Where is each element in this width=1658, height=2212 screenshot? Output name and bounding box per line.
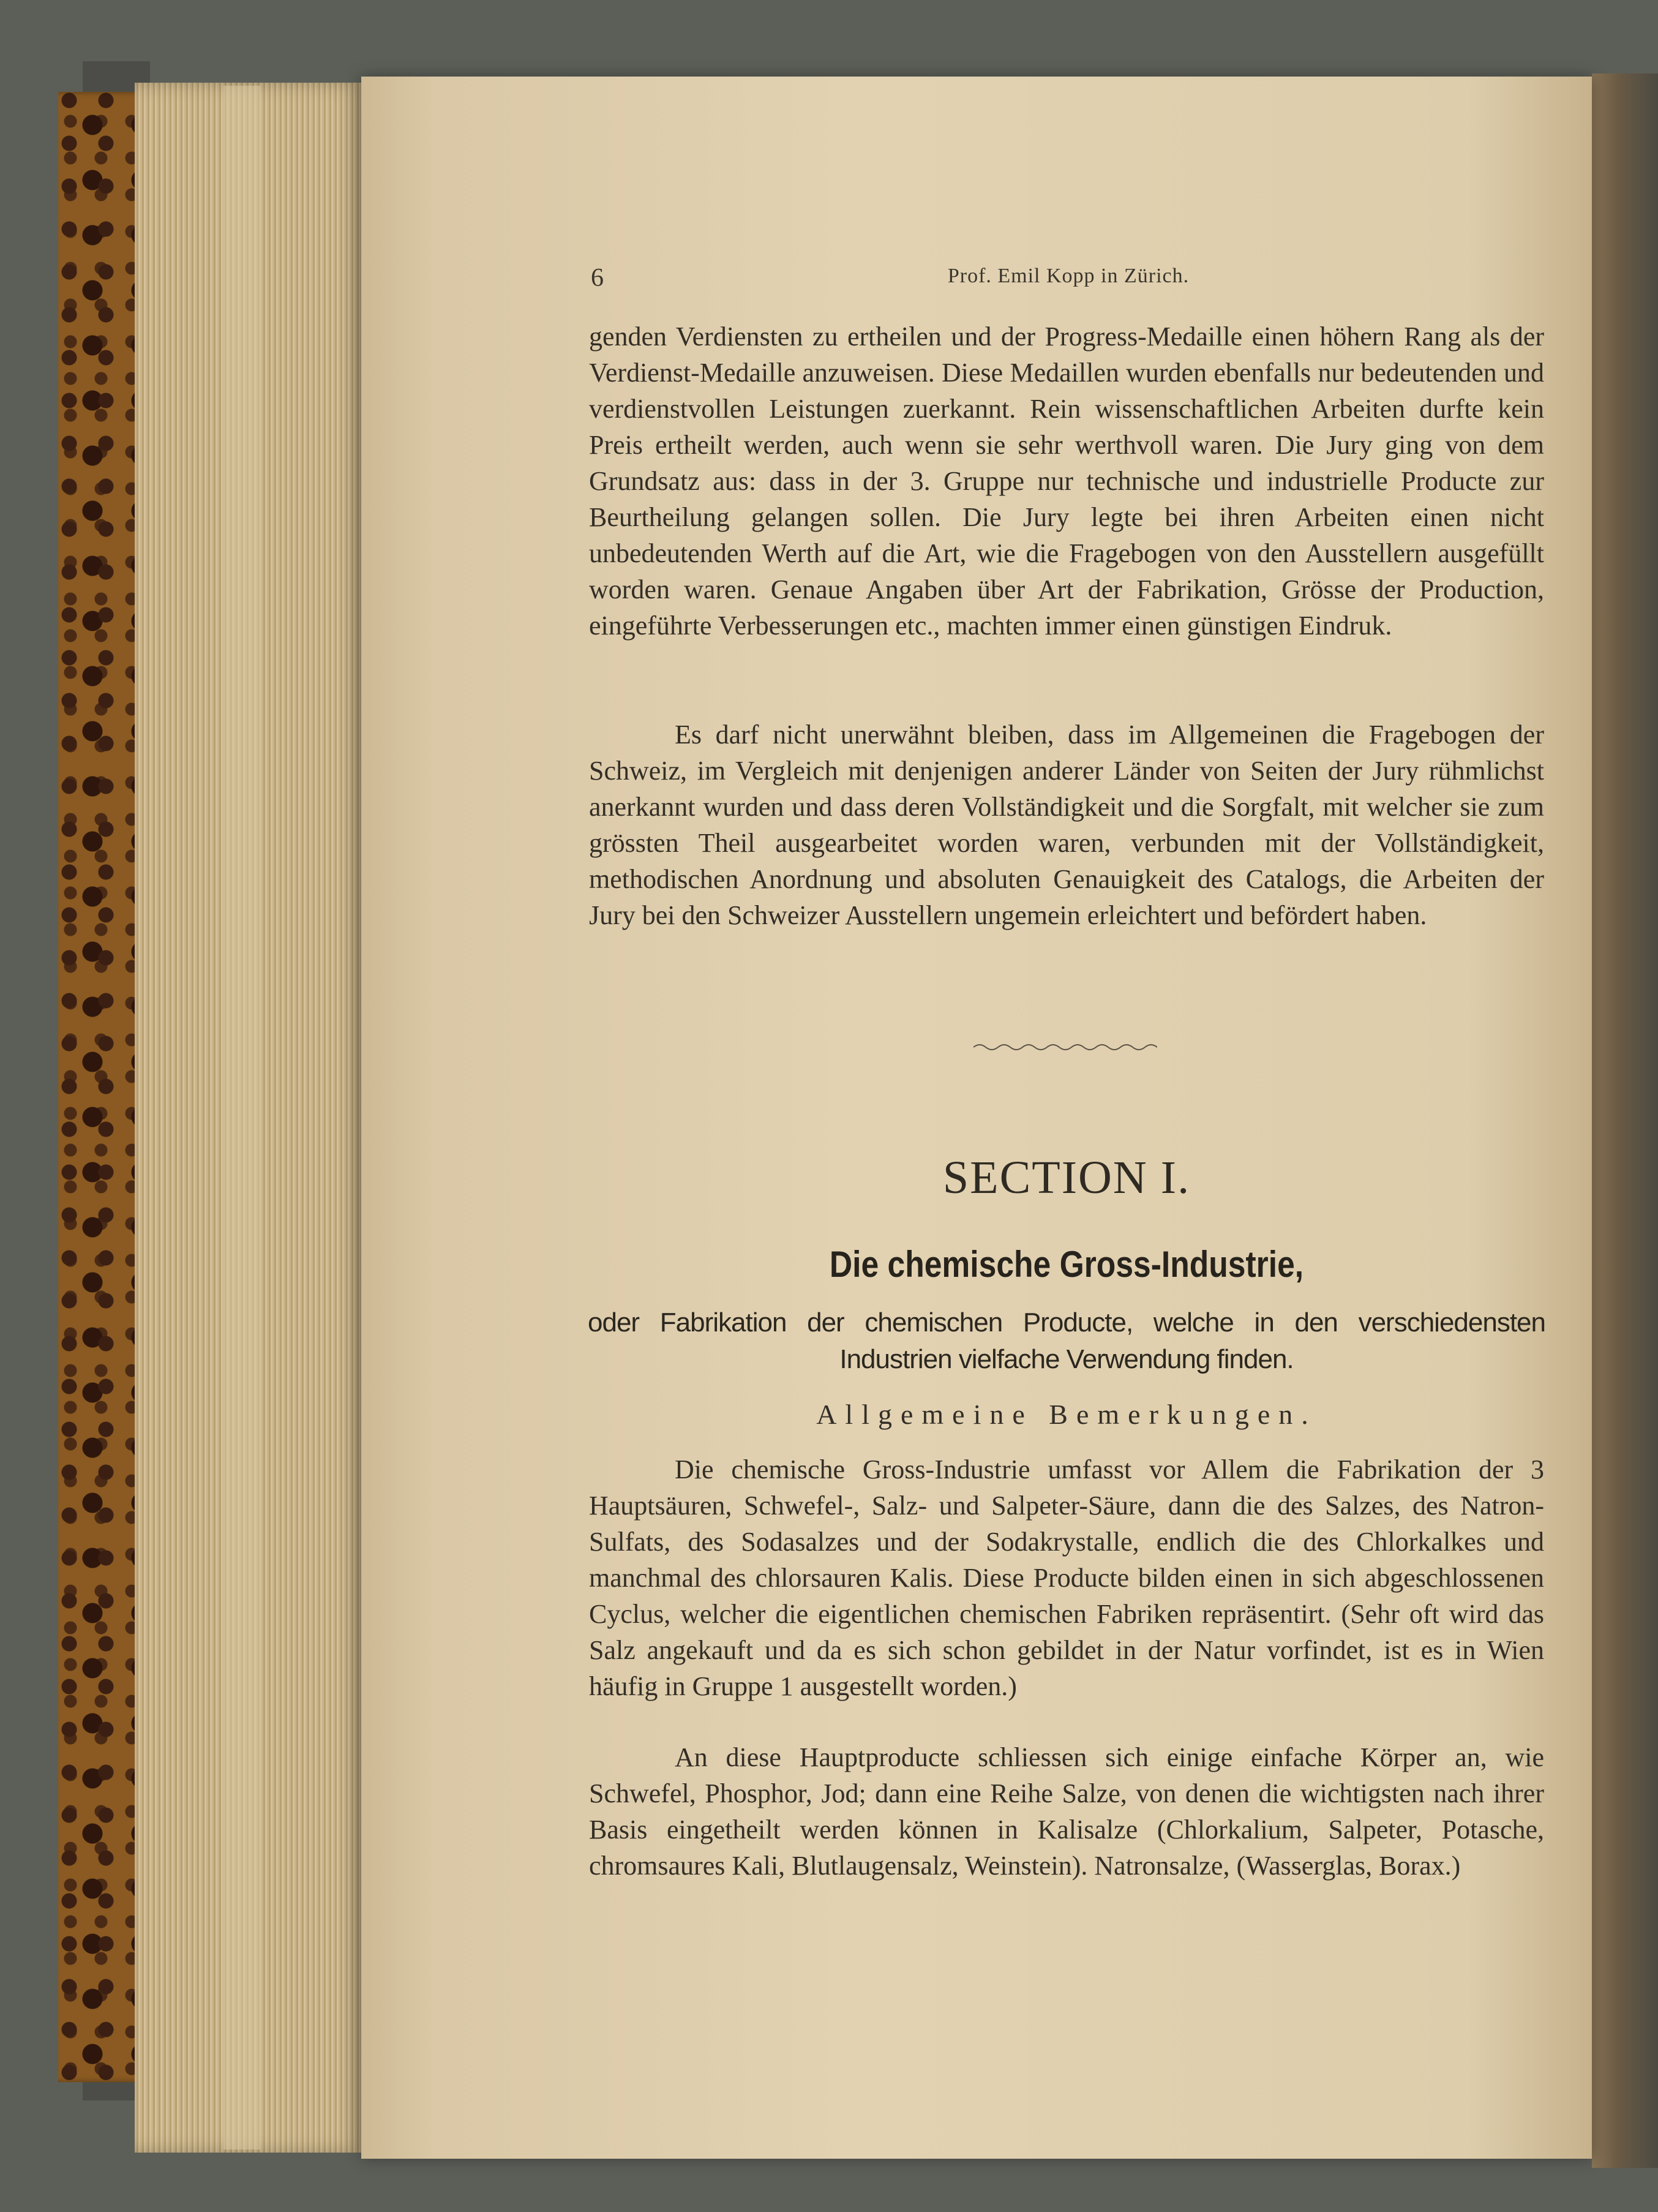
paragraph: genden Verdiensten zu ertheilen und der Progress-Medaille einen höhern Rang als der Verdienst-Medaille anzuweisen. Diese Medaillen wurden ebenfalls nur bedeutenden und verdienstvollen Leistungen zuerkannt. Rein wissenschaftlichen Arbeiten durfte kein Preis ertheilt werden, auch wenn sie sehr werthvoll waren. Die Jury ging von dem Grundsatz aus: dass in der 3. Gruppe nur technische und industrielle Producte zur Beurtheilung gelangen sollen. Die Jury legte bei ihren Arbeiten einen nicht unbedeutenden Werth auf die Art, wie die Fragebogen von den Ausstellern ausgefüllt worden waren. Genaue Angaben über Art der Fabrikation, Grösse der Production, eingeführte Verbesserungen etc., machten immer einen günstigen Eindruk.	[589, 322, 1544, 641]
subsection-heading: Allgemeine Bemerkungen.	[816, 1399, 1317, 1430]
ornamental-divider	[973, 1041, 1157, 1053]
paragraph: An diese Hauptproducte schliessen sich einige einfache Körper an, wie Schwefel, Phosphor, Jod; dann eine Reihe Salze, von denen die wichtigsten nach ihrer Basis eingetheilt werden können in Kalisalze (Chlorkalium, Salpeter, Potasche, chromsaures Kali, Blutlaugensalz, Weinstein). Natronsalze, (Wasserglas, Borax.)	[589, 1742, 1544, 1881]
next-page-edge	[1592, 73, 1658, 2168]
paragraph: Die chemische Gross-Industrie umfasst vor Allem die Fabrikation der 3 Hauptsäuren, Schwefel-, Salz- und Salpeter-Säure, dann die des Salzes, des Natron-Sulfats, des Sodasalzes und der Sodakrystalle, endlich die des Chlorkalkes und manchmal des chlorsauren Kalis. Diese Producte bilden einen in sich abgeschlossenen Cyclus, welcher die eigentlichen chemischen Fabriken repräsentirt. (Sehr oft wird das Salz angekauft und da es sich schon gebildet in der Natur vorfindet, ist es in Wien häufig in Gruppe 1 ausgestellt worden.)	[589, 1454, 1544, 1701]
page-header	[591, 263, 1546, 294]
section-title: SECTION I.	[942, 1152, 1191, 1203]
chapter-subheading: oder Fabrikation der chemischen Producte, welche in den verschiedensten Industrien vielfache Verwendung finden.	[588, 1307, 1545, 1374]
paragraph: Es darf nicht unerwähnt bleiben, dass im Allgemeinen die Fragebogen der Schweiz, im Vergleich mit denjenigen anderer Länder von Seiten der Jury rühmlichst anerkannt wurden und dass deren Vollständigkeit und die Sorgfalt, mit welcher sie zum grössten Theil ausgearbeitet worden waren, verbunden mit der Vollständigkeit, methodischen Anordnung und absoluten Genauigkeit des Catalogs, die Arbeiten der Jury bei den Schweizer Ausstellern ungemein erleichtert und befördert haben.	[589, 720, 1544, 930]
chapter-heading: Die chemische Gross-Industrie,	[829, 1244, 1304, 1285]
page-number: 6	[591, 264, 604, 292]
running-head: Prof. Emil Kopp in Zürich.	[947, 265, 1190, 287]
page-stack-highlight	[223, 86, 260, 2150]
